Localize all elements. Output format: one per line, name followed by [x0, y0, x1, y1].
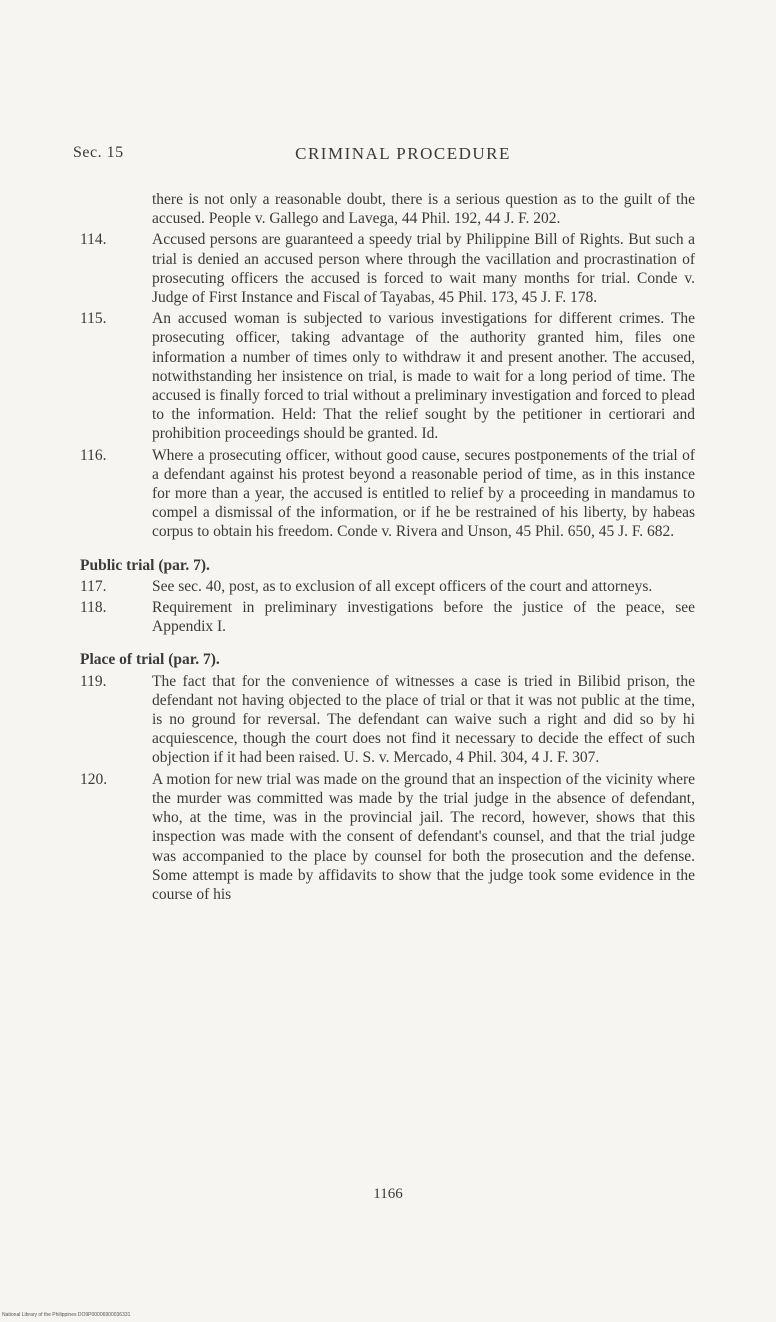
item-text: An accused woman is subjected to various investigations for different crimes. The prosecuting officer, taking advantage of the authority granted him, files one information a number of times only to withdraw it and present another. The accused, notwithstanding her insistence on trial, is made to wait for a long period of time. The accused is finally forced to trial without a preliminary investigation and forced to plead to the information. Held: That the relief sought by the petitioner in certiorari and prohibition proceedings should be granted. Id.: [152, 310, 695, 443]
item-text: See sec. 40, post, as to exclusion of all except officers of the court and attorneys.: [152, 577, 653, 595]
items-group-a: [80, 230, 695, 541]
item-text: The fact that for the convenience of witnesses a case is tried in Bilibid prison, the defendant not having objected to the place of trial or that it was not public at the time, is no ground for reversal. The defendant can waive such a right and did so by hi acquiescence, though the court does not find it necessary to decide the effect of such objection if it had been raised. U. S. v. Mercado, 4 Phil. 304, 4 J. F. 307.: [152, 672, 695, 767]
page-body: [80, 190, 695, 904]
items-group-b: [80, 577, 695, 637]
item-text: Accused persons are guaranteed a speedy trial by Philippine Bill of Rights. But such a trial is denied an accused person where through the vacillation and procrastination of prosecuting officers the accused is forced to wait many months for trial. Conde v. Judge of First Instance and Fiscal of Tayabas, 45 Phil. 173, 45 J. F. 178.: [152, 231, 695, 307]
list-item: [80, 770, 695, 904]
list-item: [80, 446, 695, 542]
running-header: [73, 144, 693, 168]
list-item: [80, 309, 695, 443]
item-number: 115.: [80, 310, 107, 328]
list-item: [80, 672, 695, 768]
item-number: 116.: [80, 446, 107, 464]
heading-place-of-trial: Place of trial (par. 7).: [80, 651, 220, 669]
page-number: 1166: [373, 1186, 403, 1202]
item-number: 118.: [80, 599, 107, 617]
items-group-c: [80, 672, 695, 904]
list-item: [80, 230, 695, 307]
list-item: [80, 598, 695, 636]
page-title: CRIMINAL PROCEDURE: [295, 144, 511, 163]
item-number: 117.: [80, 577, 107, 595]
section-label: Sec. 15: [73, 144, 124, 161]
item-text: Where a prosecuting officer, without good cause, secures postponements of the trial of a defendant against his protest beyond a reasonable period of time, as in this instance for more than a year, the accused is entitled to relief by a proceeding in mandamus to compel a dismissal of the information, or if he be restrained of his liberty, by habeas corpus to obtain his freedom. Conde v. Rivera and Unson, 45 Phil. 650, 45 J. F. 682.: [152, 446, 695, 541]
item-number: 120.: [80, 770, 108, 788]
scan-footer: National Library of the Philippines DO9P00006900036331: [2, 1312, 131, 1318]
item-text: Requirement in preliminary investigations before the justice of the peace, see Appendix I.: [152, 599, 695, 636]
heading-public-trial: Public trial (par. 7).: [80, 556, 210, 574]
continued-paragraph: there is not only a reasonable doubt, there is a serious question as to the guilt of the accused. People v. Gallego and Lavega, 44 Phil. 192, 44 J. F. 202.: [152, 191, 695, 228]
item-number: 119.: [80, 672, 107, 690]
list-item: [80, 577, 695, 596]
item-number: 114.: [80, 231, 107, 249]
item-text: A motion for new trial was made on the ground that an inspection of the vicinity where the murder was committed was made by the trial judge in the absence of defendant, who, at the time, was in the provincial jail. The record, however, shows that this inspection was made with the consent of defendant's counsel, and that the trial judge was accompanied to the place by counsel for both the prosecution and the defense. Some attempt is made by affidavits to show that the judge took some evidence in the course of his: [152, 770, 695, 903]
